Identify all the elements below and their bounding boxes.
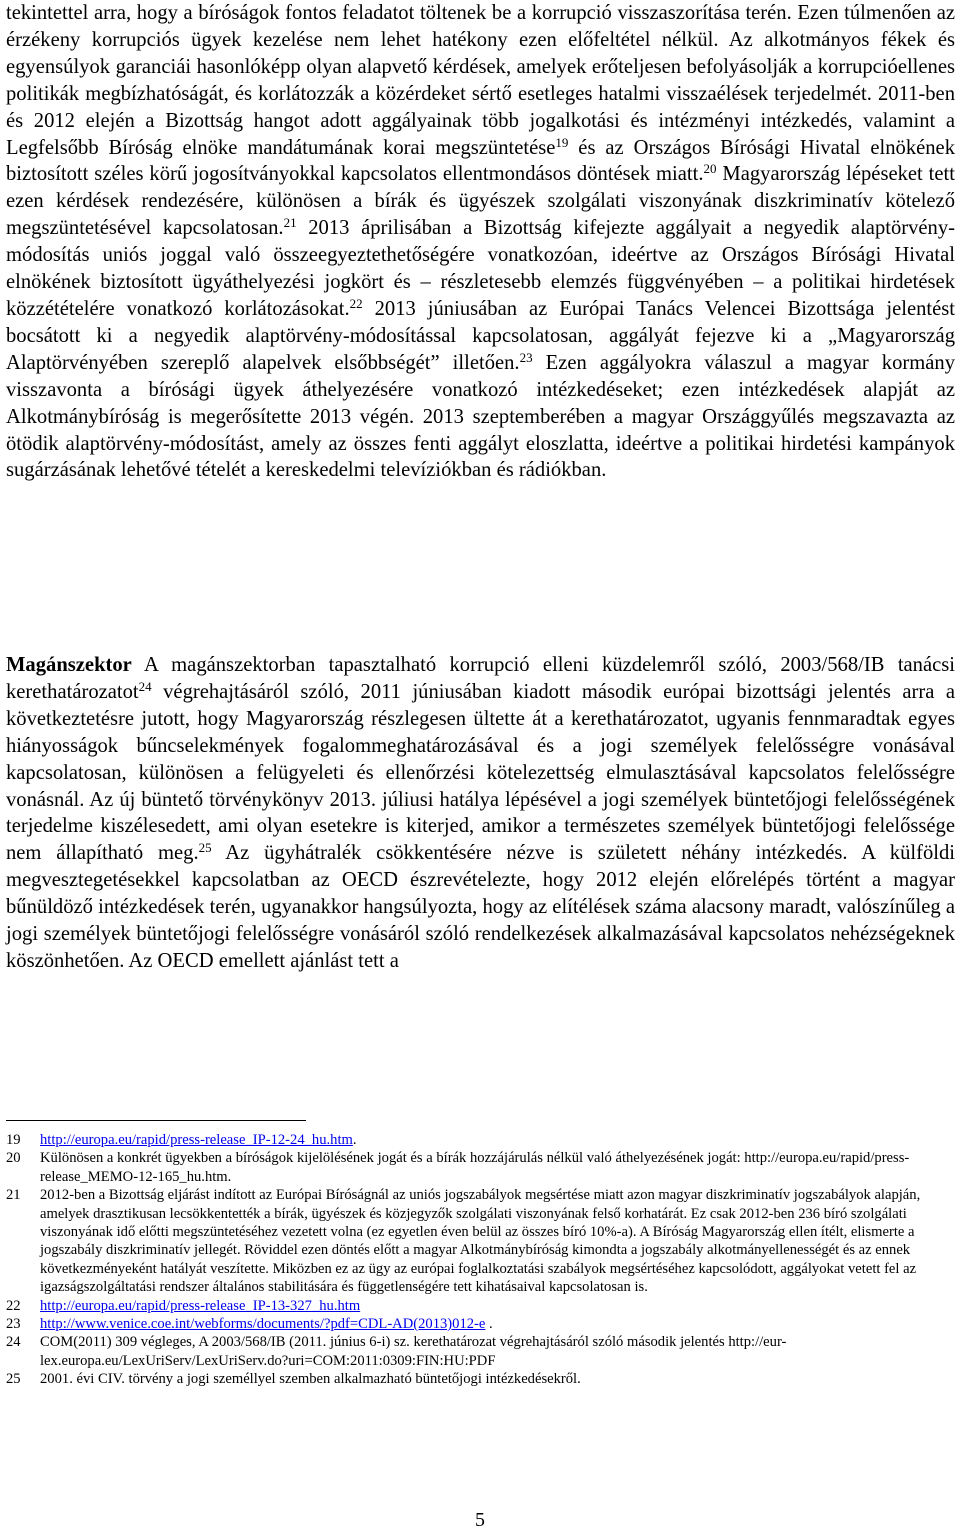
footnote-number: 25 [6, 1371, 21, 1388]
footnote-link[interactable]: http://europa.eu/rapid/press-release_IP-13-327_hu.htm [40, 1297, 361, 1314]
paragraph-text: Magyarország lépéseket tett ezen kérdések rendezésére, különösen a bírák és ügyészek szolgálati viszonyának diszkriminatív kötelező megszüntetésével kapcsolatosan. [6, 163, 955, 240]
footnote-number: 20 [6, 1150, 21, 1167]
paragraph-text: és az Országos Bírósági Hivatal elnökének biztosított széles körű jogosítványokkal kapcsolatos ellentmondásos döntések miatt. [6, 136, 955, 186]
footnote-ref-22[interactable]: 22 [349, 295, 363, 311]
footnote-ref-23[interactable]: 23 [519, 349, 533, 365]
body-paragraph-private-sector [6, 652, 955, 975]
paragraph-text: 2013 áprilisában a Bizottság kifejezte aggályait a negyedik alaptörvény-módosítás uniós joggal való összeegyeztethetőségére vonatkozóan, ideértve az Országos Bírósági Hivatal elnökének biztosított ügyáthelyezési jogkört és – részletesebb elemzés függvényében – a politikai hirdetések közzétételére vonatkozó korlátozásokat. [6, 217, 956, 320]
footnote-ref-20[interactable]: 20 [703, 161, 717, 177]
footnote-link[interactable]: http://europa.eu/rapid/press-release_IP-12-24_hu.htm [40, 1132, 353, 1148]
footnote-24 [6, 1333, 956, 1370]
footnote-23: 23 http://www.venice.coe.int/webforms/documents/?pdf=CDL-AD(2013)012-e . [6, 1316, 493, 1333]
footnote-number: 19 [6, 1132, 21, 1148]
footnote-21 [6, 1186, 956, 1296]
page-number: 5 [475, 1509, 485, 1531]
section-lead-heading: Magánszektor [6, 654, 132, 676]
footnote-number: 24 [6, 1334, 21, 1351]
paragraph-text: 2013 júniusában az Európai Tanács Velencei Bizottsága jelentést bocsátott ki a negyedik alaptörvény-módosítással kapcsolatosan, aggályát fejezve ki a „Magyarország Alaptörvényében szereplő alapelvek elsőbbségét” illetően. [6, 297, 955, 374]
paragraph-text: A magánszektorban tapasztalható korrupció elleni küzdelemről szóló, 2003/568/IB tanácsi kerethatározatot [6, 654, 955, 703]
footnote-ref-25[interactable]: 25 [198, 840, 212, 856]
paragraph-text: végrehajtásáról szóló, 2011 júniusában kiadott második európai bizottsági jelentés arra a következtetésre jutott, hogy Magyarország részlegesen ültette át a kerethatározatot, ugyanis fennmaradtak egyes hiányosságok bűncselekmények fogalommeghatározásával és a jogi személyek felelősségre vonásával kapcsolatosan, különösen a felügyeleti és ellenőrzési kötelezettség elmulasztásával kapcsolatos felelősségre vonásnál. Az új büntető törvénykönyv 2013. júliusi hatálya lépésével a jogi személyek büntetőjogi felelősségének terjedelme kiszélesedett, ami olyan esetekre is kiterjed, amikor a természetes személyek büntetőjogi felelőssége nem állapítható meg. [6, 680, 955, 865]
footnote-ref-21[interactable]: 21 [283, 215, 297, 231]
paragraph-text: Ezen aggályokra válaszul a magyar kormány visszavonta a bírósági ügyek áthelyezésére vonatkozó intézkedéseket; ezen intézkedések alapját az Alkotmánybíróság is megerősítette 2013 végén. 2013 szeptemberében a magyar Országgyűlés megszavazta az ötödik alaptörvény-módosítást, amely az összes fenti aggályt eloszlatta, ideértve a politikai hirdetési kampányok sugárzásának lehetővé tételét a kereskedelmi televíziókban és rádiókban. [6, 351, 956, 482]
footnote-22 [6, 1297, 956, 1315]
body-paragraph-courts [6, 0, 955, 484]
paragraph-text: tekintettel arra, hogy a bíróságok fontos feladatot töltenek be a korrupció visszaszorítása terén. Ezen túlmenően az érzékeny korrupciós ügyek kezelése nem lehet hatékony ezen előfeltétel nélkül. Az alkotmányos fékek és egyensúlyok garanciái hasonlóképp olyan alapvető kérdések, amelyek erőteljesen befolyásolják a korrupcióellenes politikák megbízhatóságát, és korlátozzák a közérdeket sértő esetleges hatalmi visszaélések terjedelmét. 2011-ben és 2012 elején a Bizottság hangot adott aggályainak több jogalkotási és intézményi intézkedés, valamint a Legfelsőbb Bíróság elnöke mandátumának korai megszüntetése [6, 2, 955, 159]
footnote-link[interactable]: http://www.venice.coe.int/webforms/documents/?pdf=CDL-AD(2013)012-e [40, 1316, 486, 1333]
footnote-number: 23 [6, 1316, 21, 1333]
footnote-text: Különösen a konkrét ügyekben a bíróságok kijelölésének jogát és a bírák hozzájárulás nélkül való áthelyezésének jogát: http://europa.eu/rapid/press-release_MEMO-12-165_hu.htm. [40, 1150, 910, 1185]
footnote-separator [6, 1120, 306, 1121]
footnote-text: 2001. évi CIV. törvény a jogi személlyel szemben alkalmazható büntetőjogi intézkedésekről. [40, 1371, 581, 1388]
paragraph-text: Az ügyhátralék csökkentésére nézve is született néhány intézkedés. A külföldi megvesztegetésekkel kapcsolatban az OECD észrevételezte, hogy 2012 elején előrelépés történt a magyar bűnüldöző intézkedések terén, ugyanakkor hangsúlyozta, hogy az elítélések száma alacsony maradt, valószínűleg a jogi személyek büntetőjogi felelősségre vonásáról szóló rendelkezések alkalmazásával kapcsolatos nehézségeknek köszönhetően. Az OECD emellett ajánlást tett a [6, 842, 955, 972]
footnote-ref-24[interactable]: 24 [138, 678, 152, 694]
footnote-20 [6, 1149, 956, 1186]
footnote-text: 2012-ben a Bizottság eljárást indított az Európai Bíróságnál az uniós jogszabályok megsértése miatt azon magyar diszkriminatív jogszabályok alapján, amelyek drasztikusan lecsökkentették a bírák, ügyészek és közjegyzők szolgálati viszonyának felső korhatárát. Ez csak 2012-ben 236 bíró szolgálati viszonyának idő előtti megszüntetéséhez vezetett volna (ez egyetlen éven belül az összes bíró 10%-a). A Bíróság Magyarország ellen ítélt, elismerte a jogszabály diszkriminatív jellegét. Röviddel ezen döntés előtt a magyar Alkotmánybíróság kimondta a jogszabály alkotmányellenességét és az ennek következményeként hatályát veszítette. Miközben ez az ügy az európai foglalkoztatási szabályok megsértéséhez kapcsolódott, aggályokat vetett fel az igazságszolgáltatási rendszer általános stabilitására és függetlenségére tett kihatásaival kapcsolatosan is. [40, 1187, 921, 1296]
footnote-text: COM(2011) 309 végleges, A 2003/568/IB (2011. június 6-i) sz. kerethatározat végrehajtásáról szóló második jelentés http://eur-lex.europa.eu/LexUriServ/LexUriServ.do?uri=COM:2011:0309:FIN:HU:PDF [40, 1334, 787, 1369]
footnote-ref-19[interactable]: 19 [555, 134, 569, 150]
footnote-number: 21 [6, 1187, 21, 1204]
footnote-25 [6, 1370, 956, 1388]
footnote-19: 19 http://europa.eu/rapid/press-release_IP-12-24_hu.htm. [6, 1132, 357, 1148]
footnote-number: 22 [6, 1297, 21, 1314]
footnotes [6, 1131, 956, 1389]
